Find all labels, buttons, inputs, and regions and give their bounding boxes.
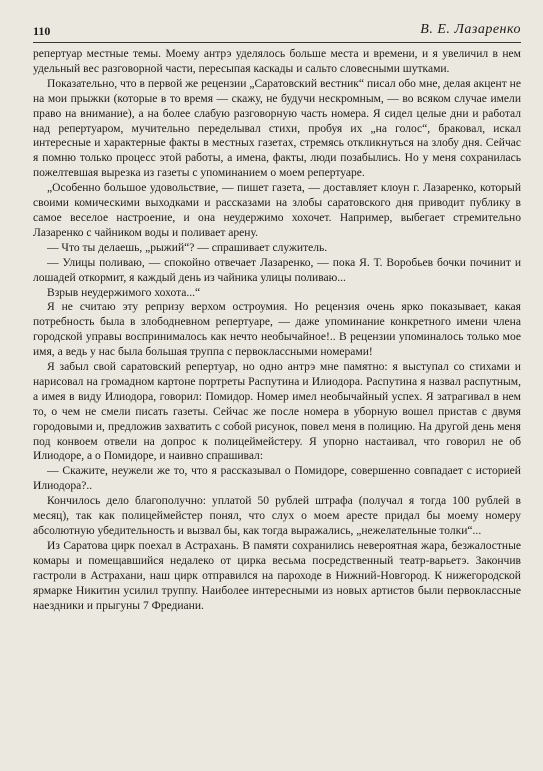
- paragraph: репертуар местные темы. Моему антрэ уделялось больше места и времени, и я увеличил в нем удельный вес разговорной части, пересыпая каскады и сальто словесными шутками.: [33, 48, 521, 75]
- paragraph: Я не считаю эту репризу верхом остроумия. Но рецензия очень ярко показывает, какая потребность была в злободневном репертуаре, — даже упоминание конкретного имени члена городской управы воспринималось как нечто необычайное!.. В рецензии упоминалось только мое имя, а ведь у нас была большая труппа с первоклассными номерами!: [33, 301, 521, 359]
- body-text: [33, 47, 521, 613]
- paragraph: — Скажите, неужели же то, что я рассказывал о Помидоре, совершенно совпадает с историей Илиодора?..: [33, 465, 521, 493]
- paragraph: „Особенно большое удовольствие, — пишет газета, — доставляет клоун г. Лазаренко, который своими комическими выходками и рассказами на злобы саратовского дня приводит публику в самое веселое настроение, и она неудержимо хохочет. Например, выбегает стремительно Лазаренко с чайником воды и поливает арену.: [33, 182, 521, 239]
- paragraph: — Что ты делаешь, „рыжий“? — спрашивает служитель.: [47, 241, 328, 254]
- paragraph: Я забыл свой саратовский репертуар, но одно антрэ мне памятно: я выступал со стихами и нарисовал на громадном картоне портреты Распутина и Илиодора. Распутина я назвал распутным, а имея в виду Илиодора, говорил: Помидор. Номер имел необычайный успех. Я затрагивал в нем то, о чем не смели писать газеты. Сейчас же после номера в уборную вошел пристав с двумя городовыми и, предложив захватить с собой рисунок, повел меня в полицию. На другой день меня под конвоем отвели на допрос к полицеймейстеру. Я упорно настаивал, что говорил не об Илиодоре, а о Помидоре, и наивно спрашивал:: [33, 361, 521, 463]
- paragraph: — Улицы поливаю, — спокойно отвечает Лазаренко, — пока Я. Т. Воробьев бочки починит и лошадей откормит, я каждый день из чайника улицы поливаю...: [33, 256, 521, 284]
- running-head: В. Е. Лазаренко: [420, 22, 521, 37]
- page-header: [33, 22, 521, 43]
- paragraph: Из Саратова цирк поехал в Астрахань. В памяти сохранились невероятная жара, безжалостные комары и помещавшийся недалеко от цирка весьма посредственный театр-варьетэ. Закончив гастроли в Астрахани, наш цирк отправился на пароходе в Нижний-Новгород. К нижегородской ярмарке Никитин усилил труппу. Наиболее интересными из новых артистов были первоклассные наездники и прыгуны 7 Фредиани.: [33, 539, 521, 612]
- page-number: 110: [33, 24, 51, 38]
- paragraph: Кончилось дело благополучно: уплатой 50 рублей штрафа (получал я тогда 100 рублей в месяц), так как полицеймейстер понял, что слух о моем аресте придал бы моему номеру абсолютную убедительность и вызвал бы, как тогда выражались, „нежелательные толки“...: [33, 495, 521, 537]
- paragraph: Показательно, что в первой же рецензии „Саратовский вестник“ писал обо мне, делая акцент не на мои прыжки (которые в то время — скажу, не будучи нескромным, — во всяком случае имели право на внимание), а на более слабую разговорную часть номера. Я сидел целые дни и работал над репертуаром, мучительно переделывал стихи, пробуя их „на голос“, браковал, искал интересные и характерные факты в местных газетах, стремясь откликнуться на злобу дня. Сейчас я помню только процесс этой работы, а имена, факты, люди позабылись. Но у меня сохранилась пожелтевшая вырезка из газеты с упоминанием о моем репертуаре.: [33, 77, 521, 180]
- paragraph: Взрыв неудержимого хохота...“: [47, 286, 201, 299]
